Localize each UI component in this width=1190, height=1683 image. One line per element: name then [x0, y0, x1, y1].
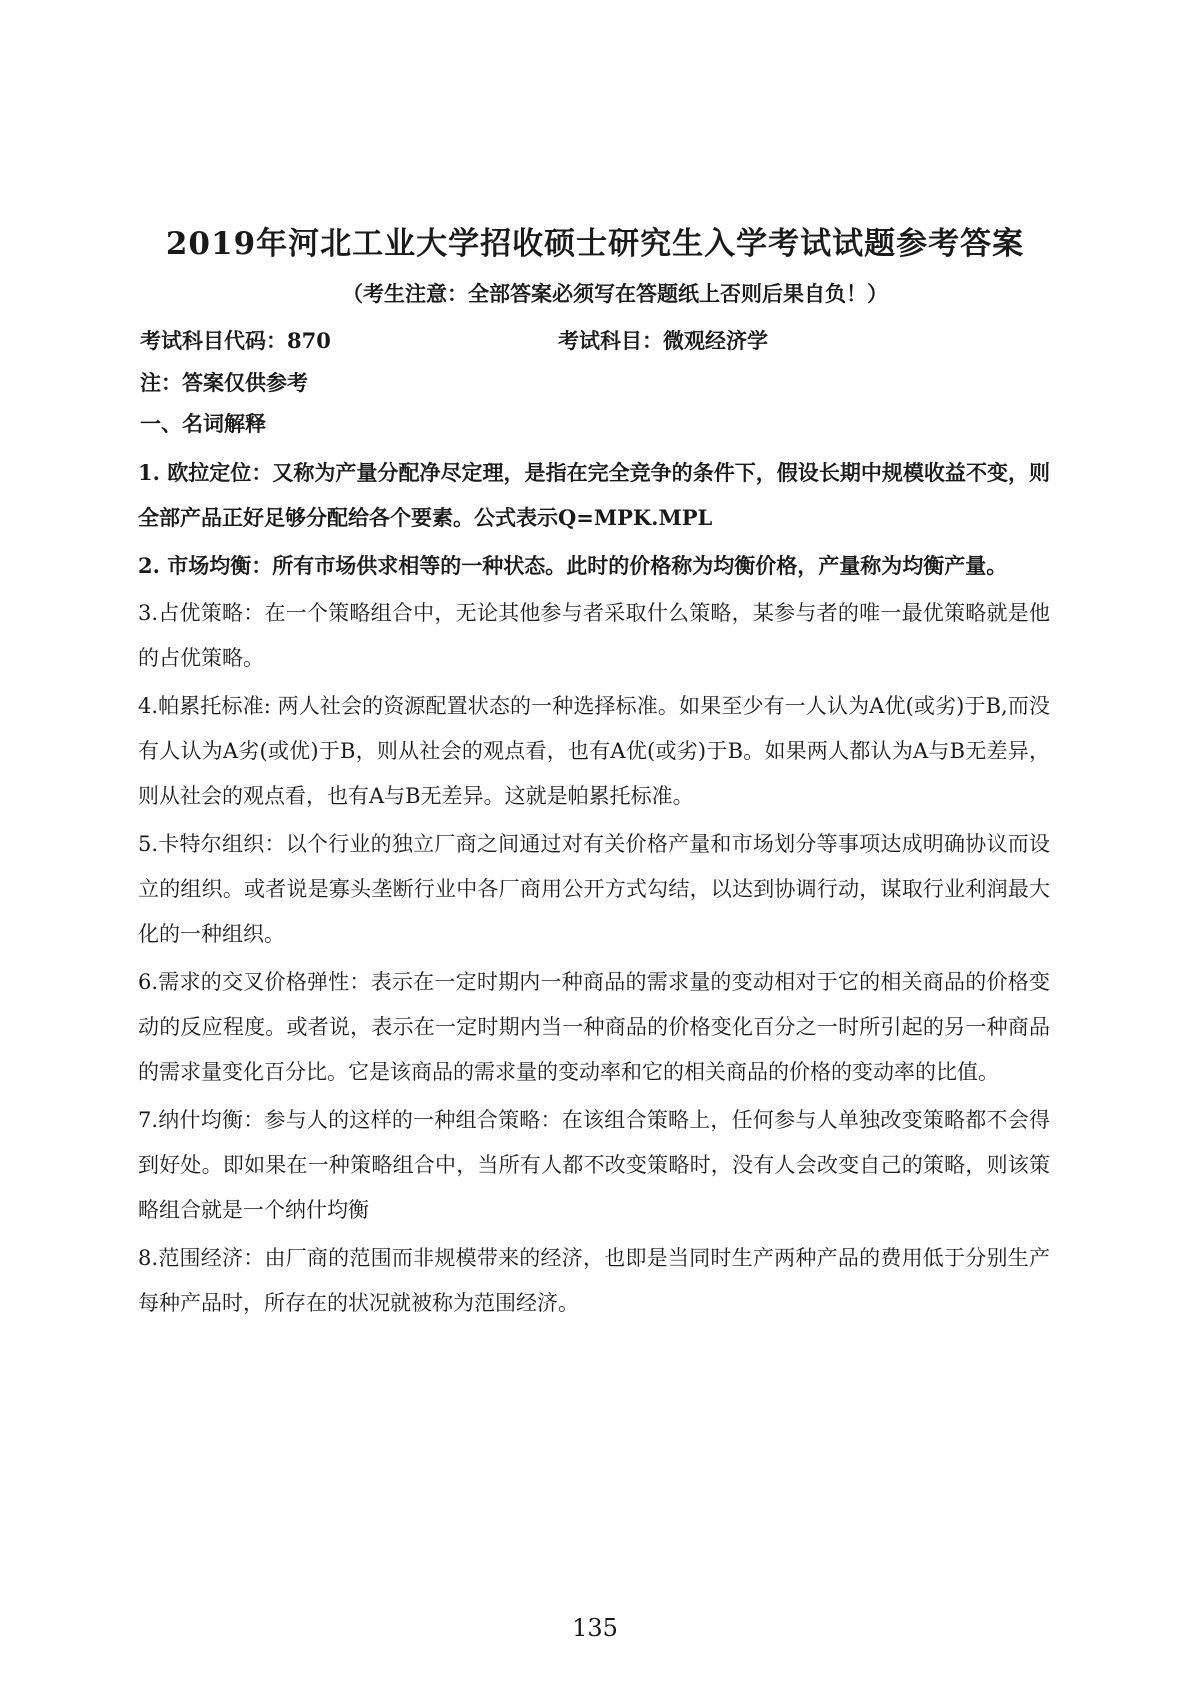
definition-list	[138, 450, 1050, 1329]
page-title: 2019年河北工业大学招收硕士研究生入学考试试题参考答案	[165, 226, 1025, 262]
definition-entry: 6.需求的交叉价格弹性：表示在一定时期内一种商品的需求量的变动相对于它的相关商品的价格变动的反应程度。或者说，表示在一定时期内当一种商品的价格变化百分之一时所引起的另一种商品的需求量变化百分比。它是该商品的需求量的变动率和它的相关商品的价格的变动率的比值。	[138, 970, 1050, 1084]
definition-entry: 7.纳什均衡：参与人的这样的一种组合策略：在该组合策略上，任何参与人单独改变策略都不会得到好处。即如果在一种策略组合中，当所有人都不改变策略时，没有人会改变自己的策略，则该策略组合就是一个纳什均衡	[138, 1108, 1050, 1222]
definition-entry: 5.卡特尔组织：以个行业的独立厂商之间通过对有关价格产量和市场划分等事项达成明确协议而设立的组织。或者说是寡头垄断行业中各厂商用公开方式勾结，以达到协调行动，谋取行业利润最大化的一种组织。	[138, 832, 1050, 946]
definition-entry: 8.范围经济：由厂商的范围而非规模带来的经济，也即是当同时生产两种产品的费用低于分别生产每种产品时，所存在的状况就被称为范围经济。	[138, 1246, 1050, 1315]
definition-entry: 2. 市场均衡：所有市场供求相等的一种状态。此时的价格称为均衡价格，产量称为均衡产量。	[138, 553, 1008, 578]
definition-entry: 1. 欧拉定位：又称为产量分配净尽定理，是指在完全竞争的条件下，假设长期中规模收益不变，则全部产品正好足够分配给各个要素。公式表示Q=MPK.MPL	[138, 460, 1050, 530]
section-heading: 一、名词解释	[140, 411, 266, 436]
answer-note: 注：答案仅供参考	[140, 370, 308, 395]
definition-entry: 4.帕累托标准: 两人社会的资源配置状态的一种选择标准。如果至少有一人认为A优(或劣)于B,而没有人认为A劣(或优)于B，则从社会的观点看，也有A优(或劣)于B。如果两人都认为A与B无差异，则从社会的观点看，也有A与B无差异。这就是帕累托标准。	[138, 694, 1050, 808]
subject-code: 考试科目代码：870	[140, 328, 331, 353]
exam-notice: （考生注意：全部答案必须写在答题纸上否则后果自负！）	[342, 281, 888, 306]
definition-entry: 3.占优策略：在一个策略组合中，无论其他参与者采取什么策略，某参与者的唯一最优策略就是他的占优策略。	[138, 601, 1050, 670]
subject-name: 考试科目：微观经济学	[558, 328, 768, 353]
page-number: 135	[572, 1614, 618, 1642]
